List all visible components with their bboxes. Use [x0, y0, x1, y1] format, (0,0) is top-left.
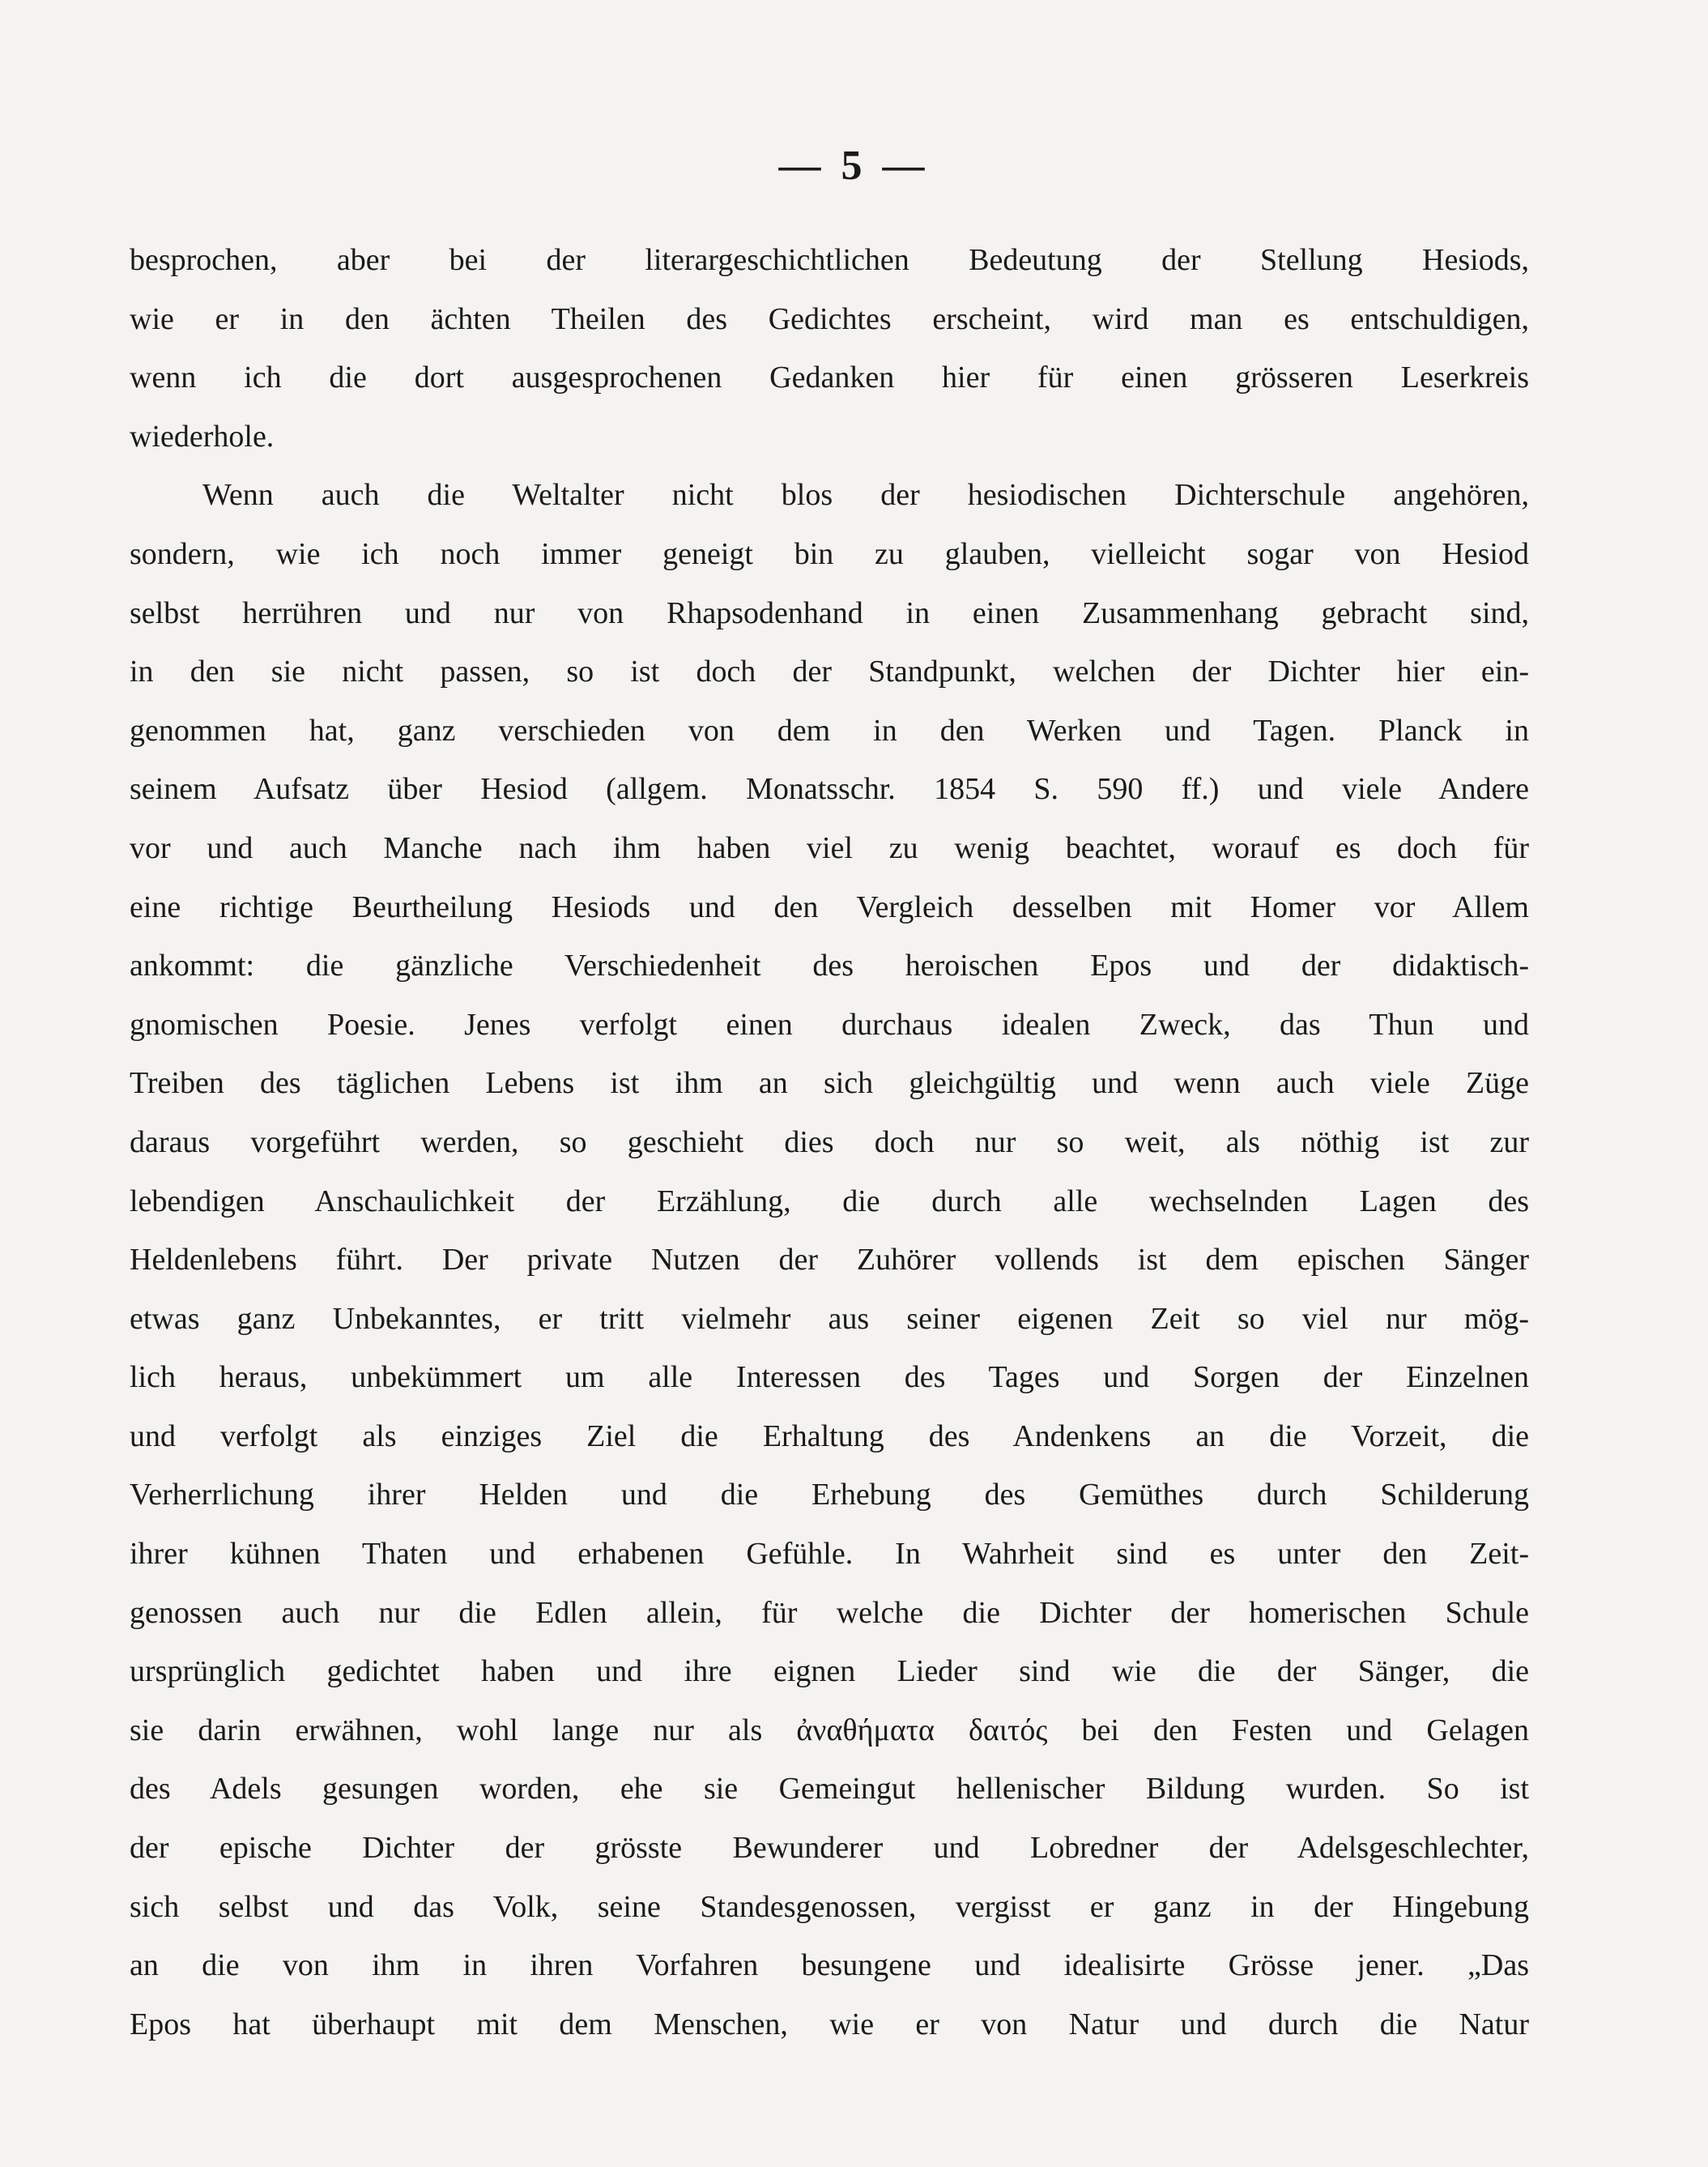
text-line: genossen auch nur die Edlen allein, für welche die Dichter der homerischen Schule — [130, 1595, 1529, 1630]
text-line: und verfolgt als einziges Ziel die Erhaltung des Andenkens an die Vorzeit, die — [130, 1418, 1529, 1453]
text-line: in den sie nicht passen, so ist doch der Standpunkt, welchen der Dichter hier ein- — [130, 655, 1529, 689]
text-line: wenn ich die dort ausgesprochenen Gedanken hier für einen grösseren Leserkreis — [130, 360, 1529, 395]
text-line: an die von ihm in ihren Vorfahren besungene und idealisirte Grösse jener. „Das — [130, 1948, 1529, 1983]
page-number: — 5 — — [778, 143, 930, 189]
text-line: sich selbst und das Volk, seine Standesgenossen, vergisst er ganz in der Hingebung — [130, 1889, 1529, 1924]
text-line: Heldenlebens führt. Der private Nutzen der Zuhörer vollends ist dem epischen Sänger — [130, 1243, 1529, 1278]
text-line: der epische Dichter der grösste Bewunderer und Lobredner der Adelsgeschlechter, — [130, 1831, 1529, 1866]
text-line: gnomischen Poesie. Jenes verfolgt einen durchaus idealen Zweck, das Thun und — [130, 1007, 1529, 1042]
text-line: etwas ganz Unbekanntes, er tritt vielmehr aus seiner eigenen Zeit so viel nur mög- — [130, 1301, 1529, 1336]
text-line: ankommt: die gänzliche Verschiedenheit des heroischen Epos und der didaktisch- — [130, 949, 1529, 983]
text-line: seinem Aufsatz über Hesiod (allgem. Monatsschr. 1854 S. 590 ff.) und viele Andere — [130, 772, 1529, 807]
text-line: sondern, wie ich noch immer geneigt bin zu glauben, vielleicht sogar von Hesiod — [130, 536, 1529, 571]
text-line: selbst herrühren und nur von Rhapsodenhand in einen Zusammenhang gebracht sind, — [130, 595, 1529, 630]
text-line: wiederhole. — [130, 419, 275, 454]
text-line: eine richtige Beurtheilung Hesiods und den Vergleich desselben mit Homer vor Allem — [130, 889, 1529, 924]
text-line: des Adels gesungen worden, ehe sie Gemeingut hellenischer Bildung wurden. So ist — [130, 1772, 1529, 1807]
text-line: lich heraus, unbekümmert um alle Interessen des Tages und Sorgen der Einzelnen — [130, 1360, 1529, 1395]
text-line: sie darin erwähnen, wohl lange nur als ἀναθήματα δαιτός bei den Festen und Gelagen — [130, 1713, 1529, 1747]
text-line: Wenn auch die Weltalter nicht blos der hesiodischen Dichterschule angehören, — [202, 478, 1529, 513]
text-line: Treiben des täglichen Lebens ist ihm an sich gleichgültig und wenn auch viele Züge — [130, 1066, 1529, 1101]
text-line: lebendigen Anschaulichkeit der Erzählung, die durch alle wechselnden Lagen des — [130, 1184, 1529, 1218]
text-line: wie er in den ächten Theilen des Gedichtes erscheint, wird man es entschuldigen, — [130, 301, 1529, 336]
text-line: daraus vorgeführt werden, so geschieht dies doch nur so weit, als nöthig ist zur — [130, 1124, 1529, 1159]
text-line: besprochen, aber bei der literargeschichtlichen Bedeutung der Stellung Hesiods, — [130, 243, 1529, 277]
text-line: Verherrlichung ihrer Helden und die Erhebung des Gemüthes durch Schilderung — [130, 1478, 1529, 1512]
text-line: ursprünglich gedichtet haben und ihre eignen Lieder sind wie die der Sänger, die — [130, 1654, 1529, 1689]
body-text — [130, 231, 1529, 2054]
text-line: ihrer kühnen Thaten und erhabenen Gefühle. In Wahrheit sind es unter den Zeit- — [130, 1537, 1529, 1572]
text-line: vor und auch Manche nach ihm haben viel zu wenig beachtet, worauf es doch für — [130, 830, 1529, 865]
text-line: Epos hat überhaupt mit dem Menschen, wie er von Natur und durch die Natur — [130, 2007, 1529, 2041]
text-line: genommen hat, ganz verschieden von dem in den Werken und Tagen. Planck in — [130, 713, 1529, 748]
